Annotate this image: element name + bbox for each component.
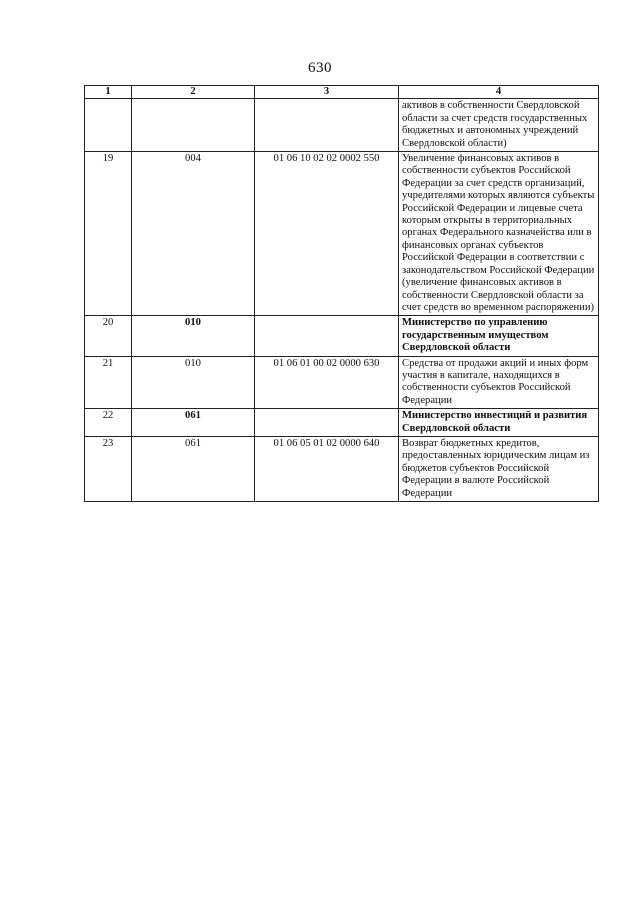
classification-code: [255, 316, 399, 356]
table-row: [85, 152, 599, 316]
classification-code: [255, 409, 399, 437]
row-number: 21: [85, 356, 132, 409]
description: Увеличение финансовых активов в собственности субъектов Российской Федерации за счет средств организаций, учредителями которых являются субъекты Российской Федерации и лицевые счета которым открыты в территориальных органах Федерального казначейства или в финансовых органах субъектов Российской Федерации в соответствии с законодательством Российской Федерации (увеличение финансовых активов в собственности Свердловской области за счет средств во временном распоряжении): [399, 152, 599, 316]
classification-code: 01 06 10 02 02 0002 550: [255, 152, 399, 316]
classification-code: [255, 99, 399, 152]
row-number: 20: [85, 316, 132, 356]
admin-code: 010: [132, 356, 255, 409]
admin-code: 004: [132, 152, 255, 316]
table-row: [85, 436, 599, 501]
table-row: [85, 316, 599, 356]
row-number: 23: [85, 436, 132, 501]
column-header-1: 1: [85, 86, 132, 99]
table-row: [85, 99, 599, 152]
page-number: 630: [308, 60, 332, 76]
row-number: [85, 99, 132, 152]
table-row: [85, 356, 599, 409]
description: Министерство инвестиций и развития Свердловской области: [399, 409, 599, 437]
description: активов в собственности Свердловской области за счет средств государственных бюджетных и автономных учреждений Свердловской области): [399, 99, 599, 152]
description: Средства от продажи акций и иных форм участия в капитале, находящихся в собственности субъектов Российской Федерации: [399, 356, 599, 409]
admin-code: [132, 99, 255, 152]
table-header-row: [85, 86, 599, 99]
row-number: 19: [85, 152, 132, 316]
column-header-3: 3: [255, 86, 399, 99]
table-row: [85, 409, 599, 437]
column-header-2: 2: [132, 86, 255, 99]
description: Возврат бюджетных кредитов, предоставленных юридическим лицам из бюджетов субъектов Российской Федерации в валюте Российской Федерации: [399, 436, 599, 501]
column-header-4: 4: [399, 86, 599, 99]
description: Министерство по управлению государственным имуществом Свердловской области: [399, 316, 599, 356]
admin-code: 061: [132, 409, 255, 437]
row-number: 22: [85, 409, 132, 437]
classification-code: 01 06 05 01 02 0000 640: [255, 436, 399, 501]
admin-code: 010: [132, 316, 255, 356]
classification-table: [84, 85, 599, 502]
admin-code: 061: [132, 436, 255, 501]
classification-code: 01 06 01 00 02 0000 630: [255, 356, 399, 409]
